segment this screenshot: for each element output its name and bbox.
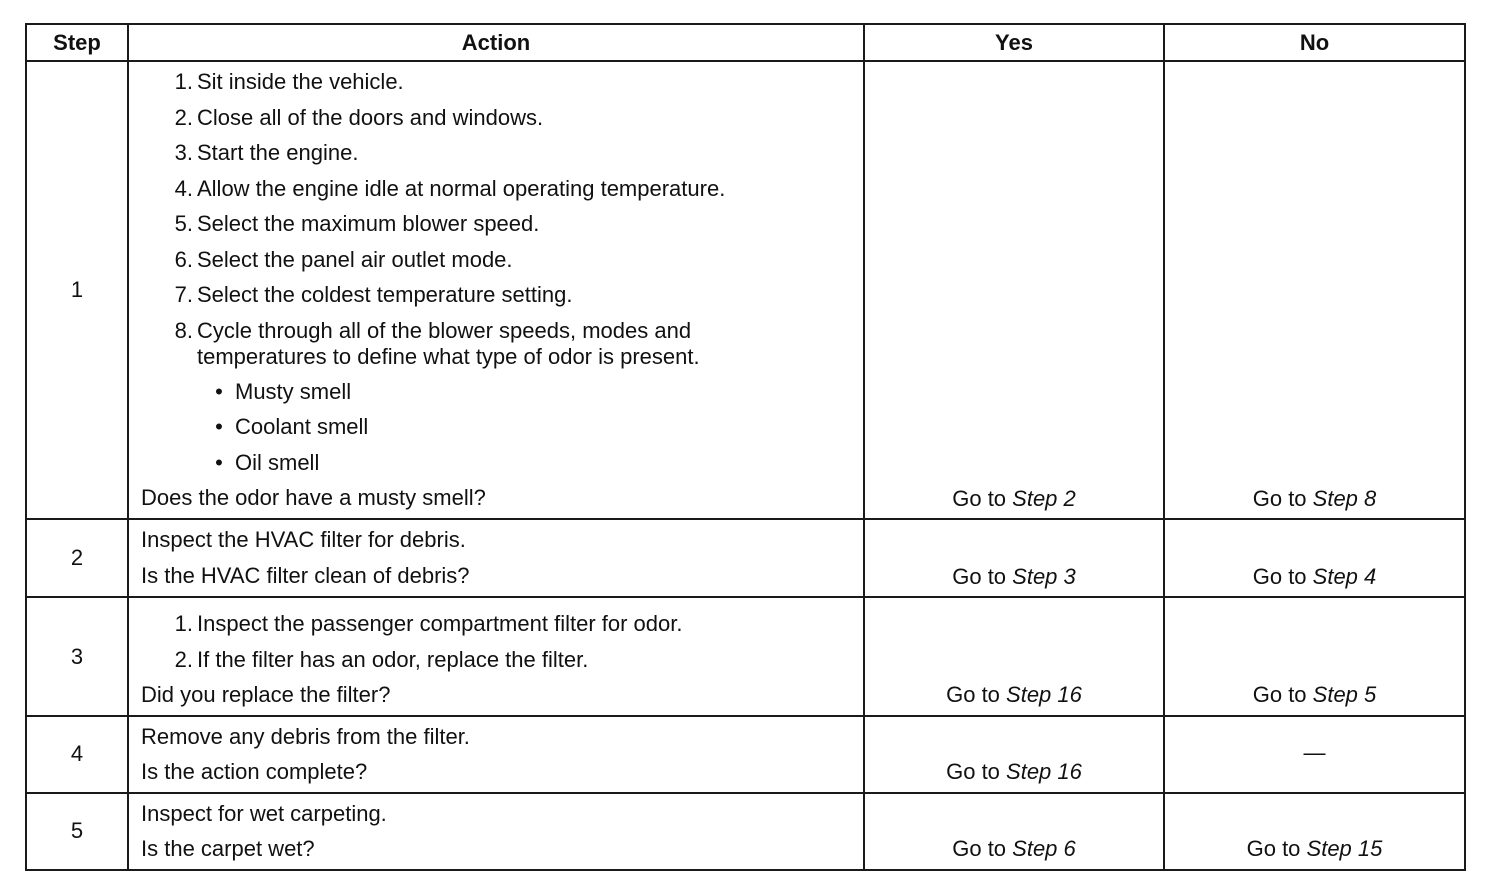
list-item-text: Sit inside the vehicle. [197,69,404,94]
yes-cell [864,716,1164,793]
yes-prefix: Go to [952,836,1013,861]
list-item-number: 3. [174,140,193,165]
table-row-step-3 [26,597,1465,716]
action-list [141,64,855,374]
action-line: Inspect the HVAC filter for debris. [141,527,466,552]
list-item-text: Cycle through all of the blower speeds, modes and temperatures to define what type of odor is present. [197,317,700,369]
list-item [141,606,855,642]
step-number: 3 [26,597,128,716]
bullet-text: Oil smell [235,449,320,475]
question-text: Does the odor have a musty smell? [141,485,486,510]
list-item-text: Inspect the passenger compartment filter for odor. [197,611,683,636]
no-step-ref: Step 4 [1312,563,1377,589]
list-item-text: Start the engine. [197,140,359,165]
action-cell [128,61,864,519]
list-item-text: Select the panel air outlet mode. [197,246,513,272]
step-number: 1 [26,61,128,519]
no-step-ref: Step 5 [1312,682,1377,707]
list-item-number: 8. [174,317,193,343]
list-item-text: Select the coldest temperature setting. [197,282,573,307]
yes-step-ref: Step 2 [1012,485,1076,511]
action-line: Inspect for wet carpeting. [141,800,387,826]
bullet-icon: • [215,449,223,475]
odor-type-list [141,374,855,481]
action-cell [128,716,864,793]
bullet-icon: • [215,414,223,439]
list-item [141,277,855,313]
yes-step-ref: Step 16 [1006,759,1082,784]
action-list [141,606,855,677]
list-item [141,445,855,481]
action-line: Remove any debris from the filter. [141,723,470,749]
header-row [26,24,1465,61]
no-cell [1164,519,1465,597]
yes-prefix: Go to [952,563,1013,589]
no-step-ref: Step 15 [1306,836,1383,861]
bullet-text: Coolant smell [235,414,369,439]
list-item-number: 1. [174,611,193,636]
list-item [141,135,855,171]
dash-icon: — [1303,740,1326,766]
list-item [141,313,855,374]
list-item [141,642,855,678]
yes-prefix: Go to [946,682,1007,707]
list-item [141,374,855,410]
question-text: Did you replace the filter? [141,682,391,707]
yes-step-ref: Step 16 [1006,682,1082,707]
step-number: 2 [26,519,128,597]
header-step: Step [26,24,128,61]
no-prefix: Go to [1252,682,1313,707]
list-item [141,206,855,242]
yes-cell [864,793,1164,870]
no-prefix: Go to [1252,563,1313,589]
bullet-text: Musty smell [235,378,352,404]
list-item-number: 2. [174,104,193,130]
no-cell [1164,716,1465,793]
diagnostic-table [25,23,1466,871]
list-item-text: Close all of the doors and windows. [197,104,544,130]
yes-step-ref: Step 3 [1012,563,1076,589]
list-item [141,64,855,100]
list-item-number: 2. [174,646,193,672]
yes-cell [864,597,1164,716]
list-item-number: 6. [174,246,193,272]
no-cell [1164,597,1465,716]
bullet-icon: • [215,378,223,404]
step-number: 4 [26,716,128,793]
list-item [141,100,855,136]
yes-step-ref: Step 6 [1012,836,1076,861]
yes-prefix: Go to [952,485,1013,511]
list-item-number: 7. [174,282,193,307]
list-item-number: 4. [174,175,193,201]
table-row-step-1 [26,61,1465,519]
list-item-text: Select the maximum blower speed. [197,211,540,236]
list-item [141,242,855,278]
no-prefix: Go to [1252,485,1313,511]
table-row-step-4 [26,716,1465,793]
step-number: 5 [26,793,128,870]
action-cell [128,793,864,870]
list-item [141,171,855,207]
header-yes: Yes [864,24,1164,61]
yes-prefix: Go to [946,759,1007,784]
list-item [141,409,855,445]
list-item-text: Allow the engine idle at normal operating temperature. [197,175,726,201]
action-cell [128,597,864,716]
header-no: No [1164,24,1465,61]
no-step-ref: Step 8 [1312,485,1377,511]
no-cell [1164,61,1465,519]
table-row-step-2 [26,519,1465,597]
question-text: Is the carpet wet? [141,836,315,861]
no-prefix: Go to [1246,836,1307,861]
table-row-step-5 [26,793,1465,870]
list-item-text: If the filter has an odor, replace the filter. [197,646,589,672]
yes-cell [864,61,1164,519]
action-cell [128,519,864,597]
list-item-number: 1. [174,69,193,94]
question-text: Is the action complete? [141,759,368,784]
list-item-number: 5. [174,211,193,236]
no-cell [1164,793,1465,870]
header-action: Action [128,24,864,61]
question-text: Is the HVAC filter clean of debris? [141,562,470,588]
yes-cell [864,519,1164,597]
